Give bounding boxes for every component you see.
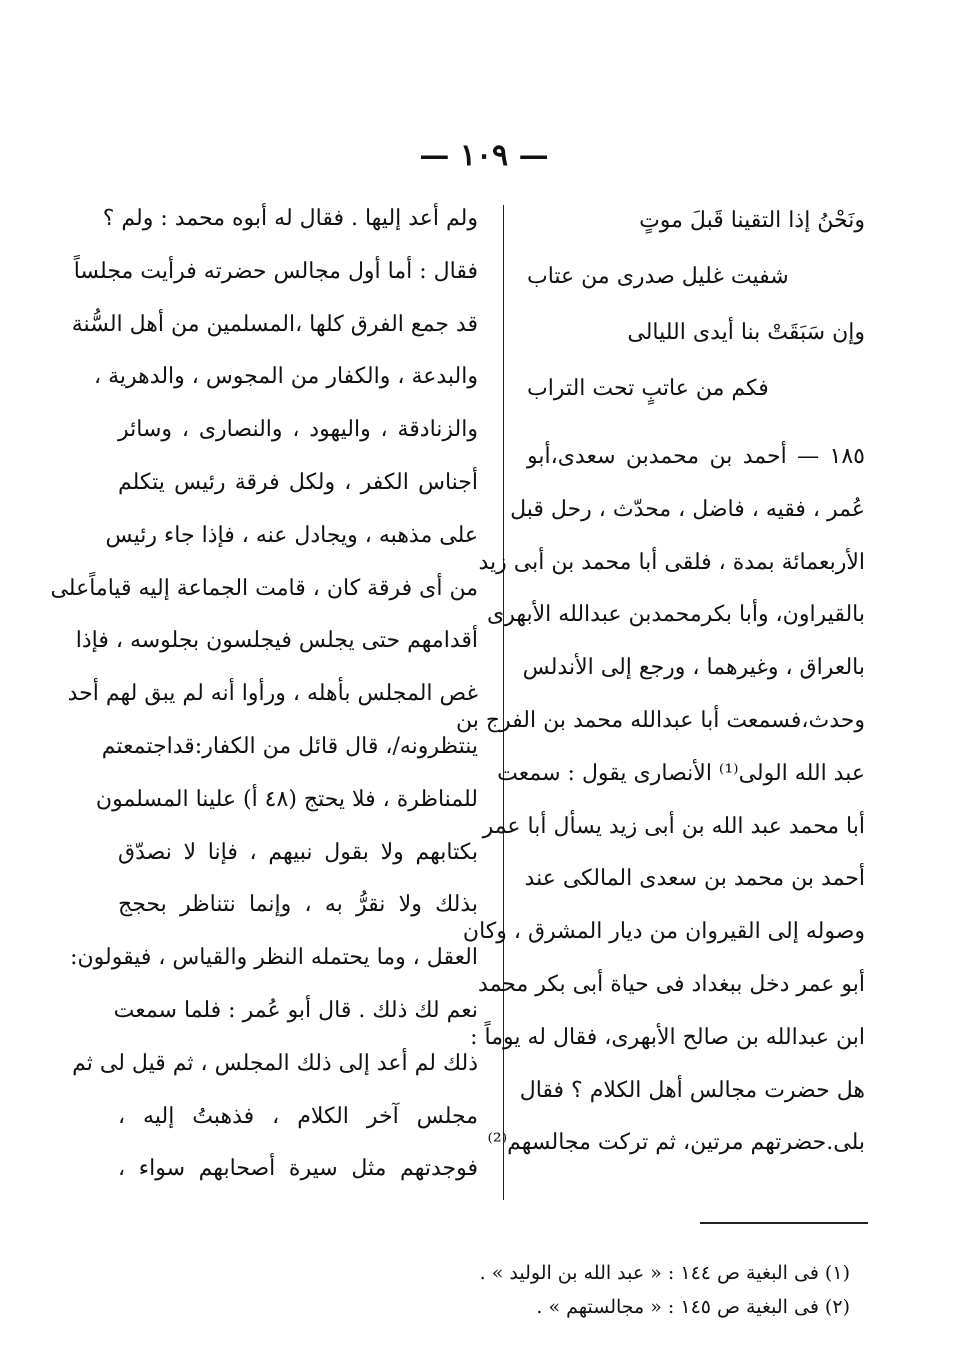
text-line: غص المجلس بأهله ، ورأوا أنه لم يبق لهم أحد <box>67 681 478 707</box>
text-line: على مذهبه ، ويجادل عنه ، فإذا جاء رئيس <box>105 522 478 548</box>
verse-line: وإن سَبَقَتْ بنا أيدى الليالى <box>627 320 865 345</box>
footnotes <box>290 1256 850 1324</box>
text-line: أحمد بن محمد بن سعدى المالكى عند <box>524 866 865 892</box>
text-line: والزنادقة ، واليهود ، والنصارى ، وسائر <box>118 417 478 443</box>
verse-line: ونَحْنُ إذا التقينا قَبلَ موتٍ <box>639 208 865 233</box>
text-line: وصوله إلى القيروان من ديار المشرق ، وكان <box>462 919 865 945</box>
text-line: الأربعمائة بمدة ، فلقى أبا محمد بن أبى زيد <box>478 549 865 575</box>
text-line: ينتظرونه/، قال قائل من الكفار:قداجتمعتم <box>101 733 478 759</box>
text-line: من أى فرقة كان ، قامت الجماعة إليه قياماًعلى <box>50 575 478 601</box>
left-column <box>50 193 478 1196</box>
text-line: أجناس الكفر ، ولكل فرقة رئيس يتكلم <box>118 469 478 495</box>
footnote: (٢) فى البغية ص ١٤٥ : « مجالستهم » . <box>536 1296 850 1318</box>
text-line: بالقيراون، وأبا بكرمحمدبن عبدالله الأبهرى <box>487 602 865 628</box>
text-line: والبدعة ، والكفار من المجوس ، والدهرية ، <box>94 364 478 390</box>
right-column <box>455 193 865 1170</box>
footnote-separator <box>700 1222 868 1224</box>
text-line: عبد الله الولى⁽¹⁾ الأنصارى يقول : سمعت <box>497 760 865 786</box>
text-line: بذلك ولا نقرُّ به ، وإنما نتناظر بحجج <box>118 892 478 918</box>
text-line: بالعراق ، وغيرهما ، ورجع إلى الأندلس <box>522 655 865 681</box>
text-line: نعم لك ذلك . قال أبو عُمر : فلما سمعت <box>113 997 478 1023</box>
text-line: ذلك لم أعد إلى ذلك المجلس ، ثم قيل لى ثم <box>72 1050 478 1076</box>
biography-entry <box>455 431 865 1170</box>
text-line: عُمر ، فقيه ، فاضل ، محدّث ، رحل قبل <box>510 496 865 522</box>
text-line: فوجدتهم مثل سيرة أصحابهم سواء ، <box>118 1156 478 1182</box>
text-line: للمناظرة ، فلا يحتج (٤٨ أ) علينا المسلمون <box>95 786 478 812</box>
text-line: وحدث،فسمعت أبا عبدالله محمد بن الفرج بن <box>455 707 865 733</box>
verse-line: فكم من عاتبٍ تحت التراب <box>527 376 769 401</box>
text-line: فقال : أما أول مجالس حضرته فرأيت مجلساً <box>73 258 478 284</box>
page-number: — ١٠٩ — <box>419 138 549 173</box>
text-line: قد جمع الفرق كلها ،المسلمين من أهل السُّنة <box>71 311 478 337</box>
verse-line: شفيت غليل صدرى من عتاب <box>527 264 789 289</box>
footnote: (١) فى البغية ص ١٤٤ : « عبد الله بن الوليد » . <box>479 1262 850 1284</box>
text-line: بلى.حضرتهم مرتين، ثم تركت مجالسهم⁽²⁾ <box>487 1130 865 1156</box>
text-line: ولم أعد إليها . فقال له أبوه محمد : ولم ؟ <box>102 206 478 231</box>
text-line: أبو عمر دخل ببغداد فى حياة أبى بكر محمد <box>478 971 865 997</box>
text-line: العقل ، وما يحتمله النظر والقياس ، فيقولون: <box>70 945 478 971</box>
text-line: أبا محمد عبد الله بن أبى زيد يسأل أبا عمر <box>482 813 865 839</box>
text-line: ١٨٥ — أحمد بن محمدبن سعدى،أبو <box>527 444 865 469</box>
text-line: ابن عبدالله بن صالح الأبهرى، فقال له يوماً : <box>470 1024 865 1050</box>
text-line: بكتابهم ولا بقول نبيهم ، فإنا لا نصدّق <box>118 839 478 865</box>
text-line: هل حضرت مجالس أهل الكلام ؟ فقال <box>519 1077 865 1103</box>
text-line: أقدامهم حتى يجلس فيجلسون بجلوسه ، فإذا <box>75 628 478 654</box>
text-line: مجلس آخر الكلام ، فذهبتُ إليه ، <box>118 1103 478 1129</box>
